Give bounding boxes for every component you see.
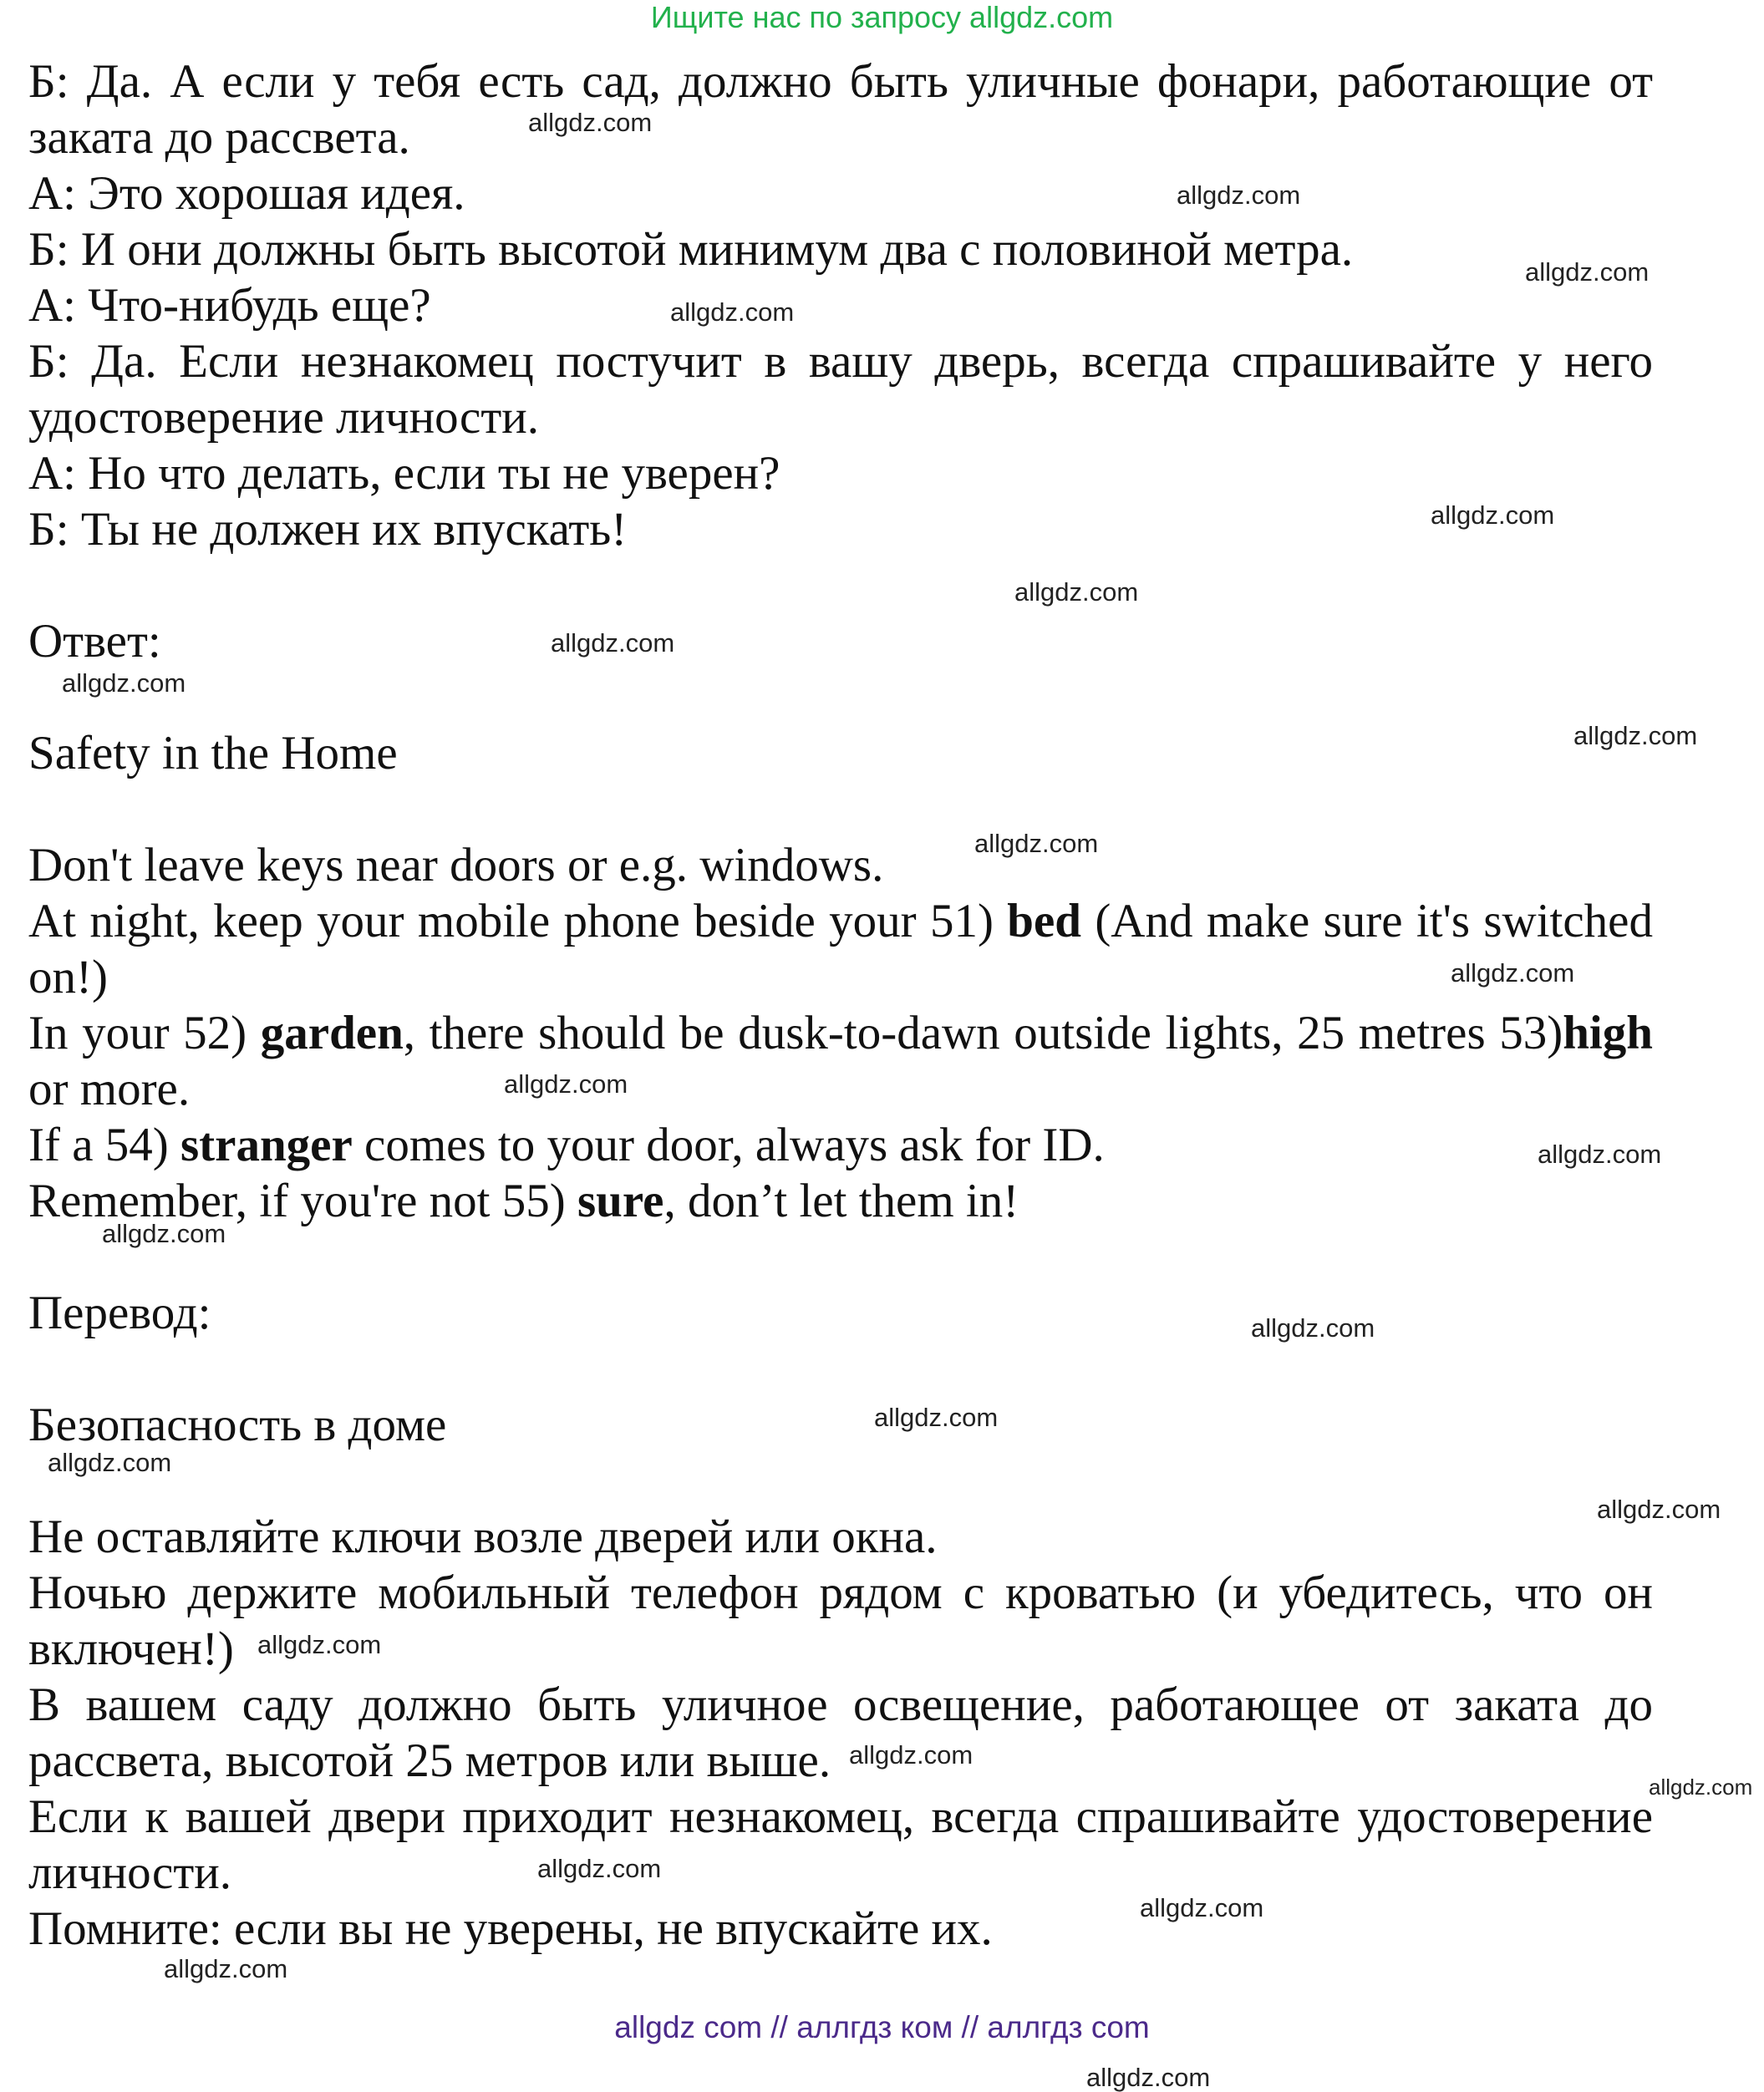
spacer xyxy=(28,557,1653,613)
watermark: allgdz.com xyxy=(62,668,186,698)
watermark: allgdz.com xyxy=(528,108,653,137)
watermark: allgdz.com xyxy=(1538,1140,1662,1169)
watermark: allgdz.com xyxy=(551,628,675,658)
answer-word: stranger xyxy=(180,1119,353,1171)
dialogue-line: А: Но что делать, если ты не уверен? xyxy=(28,447,780,500)
spacer xyxy=(28,1229,1653,1285)
dialogue-line: Б: И они должны быть высотой минимум два с половиной метра. xyxy=(28,223,1354,276)
watermark: allgdz.com xyxy=(1086,2063,1211,2092)
translation-title: Безопасность в доме xyxy=(28,1399,447,1451)
answer-word: bed xyxy=(1007,895,1081,947)
watermark: allgdz.com xyxy=(1251,1313,1375,1343)
spacer xyxy=(28,669,1653,725)
dialogue-line: Б: Ты не должен их впускать! xyxy=(28,503,628,556)
dialogue-line: Б: Да. А если у тебя есть сад, должно быть уличные фонари, работающие от заката до рассвета. xyxy=(28,55,1653,164)
watermark: allgdz.com xyxy=(1573,721,1698,750)
watermark: allgdz.com xyxy=(164,1954,288,1983)
watermark: allgdz.com xyxy=(504,1069,628,1099)
spacer xyxy=(28,1341,1653,1397)
spacer xyxy=(28,781,1653,837)
watermark: allgdz.com xyxy=(874,1403,999,1432)
spacer xyxy=(28,1453,1653,1509)
watermark: allgdz.com xyxy=(102,1219,226,1248)
watermark: allgdz.com xyxy=(1140,1893,1264,1922)
translation-line: Помните: если вы не уверены, не впускайте их. xyxy=(28,1902,993,1955)
watermark: allgdz.com xyxy=(257,1630,382,1659)
watermark: allgdz.com xyxy=(537,1854,662,1883)
answer-line: If a 54) stranger comes to your door, always ask for ID. xyxy=(28,1119,1105,1171)
answer-word: high xyxy=(1563,1007,1653,1059)
answer-word: garden xyxy=(260,1007,404,1059)
watermark: allgdz.com xyxy=(1177,180,1301,210)
watermark: allgdz.com xyxy=(974,829,1099,858)
translation-line: Если к вашей двери приходит незнакомец, всегда спрашивайте удостоверение личности. xyxy=(28,1790,1653,1899)
watermark: allgdz.com xyxy=(1597,1495,1721,1524)
document-body xyxy=(28,53,1653,1957)
answer-label: Ответ: xyxy=(28,615,161,668)
watermark: allgdz.com xyxy=(1451,958,1575,988)
answer-title: Safety in the Home xyxy=(28,727,398,779)
watermark: allgdz.com xyxy=(1014,577,1139,607)
dialogue-line: А: Это хорошая идея. xyxy=(28,167,465,220)
watermark: allgdz.com xyxy=(849,1740,974,1770)
translation-line: Не оставляйте ключи возле дверей или окна. xyxy=(28,1511,938,1563)
answer-word: sure xyxy=(577,1175,664,1227)
translation-label: Перевод: xyxy=(28,1287,211,1339)
watermark: allgdz.com xyxy=(48,1448,172,1477)
watermark: allgdz.com xyxy=(670,297,795,327)
watermark: allgdz.com xyxy=(1649,1775,1753,1800)
translation-line: В вашем саду должно быть уличное освещение, работающее от заката до рассвета, высотой 25 метров или выше. xyxy=(28,1678,1653,1787)
answer-line: At night, keep your mobile phone beside your 51) bed (And make sure it's switched on!) xyxy=(28,895,1653,1003)
answer-line: Remember, if you're not 55) sure, don’t let them in! xyxy=(28,1175,1019,1227)
bottom-footer[interactable]: allgdz com // аллгдз ком // аллгдз com xyxy=(614,2010,1150,2044)
watermark: allgdz.com xyxy=(1431,500,1555,530)
answer-line: Don't leave keys near doors or e.g. windows. xyxy=(28,839,884,891)
watermark: allgdz.com xyxy=(1525,257,1650,287)
translation-line: Ночью держите мобильный телефон рядом с кроватью (и убедитесь, что он включен!) xyxy=(28,1566,1653,1675)
dialogue-line: Б: Да. Если незнакомец постучит в вашу дверь, всегда спрашивайте у него удостоверение личности. xyxy=(28,335,1653,444)
answer-line: In your 52) garden, there should be dusk-to-dawn outside lights, 25 metres 53)high or more. xyxy=(28,1007,1653,1115)
dialogue-line: А: Что-нибудь еще? xyxy=(28,279,431,332)
top-banner[interactable]: Ищите нас по запросу allgdz.com xyxy=(650,0,1114,34)
